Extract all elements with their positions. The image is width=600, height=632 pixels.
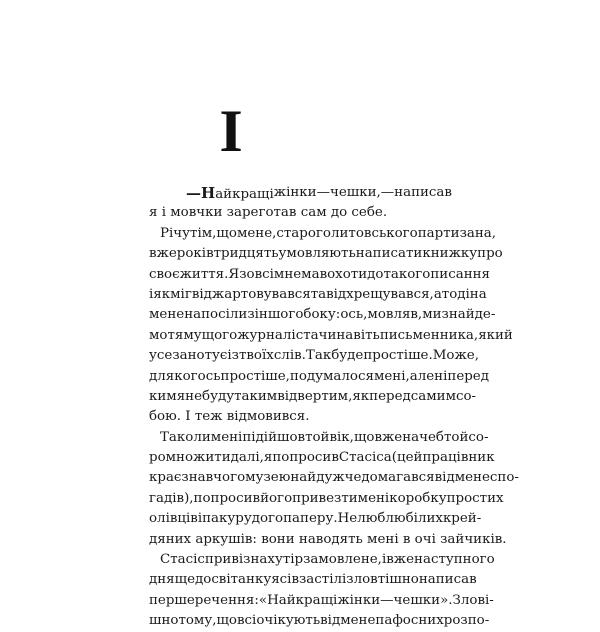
body-text	[149, 183, 519, 632]
word: мовляв,	[367, 307, 423, 323]
word: відхрещувався,	[326, 286, 434, 302]
word: ромно	[149, 450, 194, 466]
text-line	[149, 428, 489, 448]
text-line	[149, 183, 452, 203]
word: до	[367, 266, 384, 282]
word: рудого	[235, 511, 284, 527]
word: той	[305, 429, 330, 445]
word: ось,	[340, 307, 368, 323]
word: очікують	[256, 613, 321, 629]
word: жінки	[273, 185, 317, 200]
word: тому,	[178, 613, 217, 629]
word: Так	[305, 348, 332, 364]
word: що	[353, 429, 375, 445]
word: простіше.	[363, 348, 433, 364]
word: привіз	[204, 552, 251, 568]
word: когось	[174, 368, 221, 384]
word: спо-	[489, 470, 519, 486]
text-line	[149, 468, 519, 488]
word: буду	[202, 388, 235, 404]
word: умовляють	[278, 246, 356, 262]
word: такого	[383, 266, 431, 282]
word: Стасіса	[338, 450, 392, 466]
word: коли	[176, 429, 211, 445]
word: музею	[245, 470, 291, 486]
text-line	[149, 265, 490, 285]
word: партизана,	[417, 225, 497, 241]
word: на	[469, 286, 487, 302]
word: вже	[386, 552, 415, 568]
word: мені	[210, 429, 243, 445]
word: охоти	[327, 266, 368, 282]
word: со-	[456, 388, 477, 404]
word: написати	[355, 246, 423, 262]
word: не	[185, 388, 203, 404]
word: його	[260, 490, 293, 506]
word: знайде-	[441, 307, 496, 323]
word: як	[153, 286, 171, 302]
word: чешки,	[329, 185, 381, 200]
word: мене	[149, 307, 185, 323]
word: мав	[301, 266, 328, 282]
text-line	[149, 285, 487, 305]
word: що	[216, 225, 237, 241]
text-line	[149, 367, 489, 387]
text-line	[149, 244, 503, 264]
word: й	[459, 429, 469, 445]
word: —	[380, 185, 395, 200]
word: іншого	[254, 307, 304, 323]
word: я	[271, 572, 280, 588]
word: ким	[149, 388, 177, 404]
word: життя.	[179, 266, 229, 282]
word: і	[341, 572, 347, 588]
word: з	[247, 307, 255, 323]
word: буде	[331, 348, 364, 364]
word: вік,	[329, 429, 354, 445]
word: простих	[446, 490, 504, 506]
word: гадів),	[149, 490, 194, 506]
word: від	[434, 470, 455, 486]
text-line	[149, 346, 479, 366]
word: я	[176, 388, 186, 404]
word: попросив	[272, 450, 339, 466]
word: паперу.	[283, 511, 338, 527]
word: я	[263, 450, 273, 466]
word: олівців	[149, 511, 198, 527]
word: найдужче	[290, 470, 362, 486]
text-line	[149, 224, 497, 244]
word: всі	[236, 613, 257, 629]
word: занотує	[172, 348, 228, 364]
word: письменника,	[379, 327, 479, 343]
word: написав	[394, 185, 452, 200]
text-line	[149, 407, 449, 427]
text-line	[149, 570, 477, 590]
word: —	[380, 592, 394, 608]
text-line	[149, 591, 494, 611]
text-line	[149, 611, 490, 631]
word: ще	[174, 572, 195, 588]
word: пафосних	[375, 613, 444, 629]
text-line	[149, 448, 495, 468]
word: жінки	[337, 592, 381, 608]
dropcap-word: —Найкращі	[186, 184, 274, 202]
word: далі,	[230, 450, 264, 466]
text-line	[149, 530, 507, 550]
text-line	[149, 387, 477, 407]
word: написав	[418, 572, 477, 588]
word: що	[216, 613, 237, 629]
word: коробку	[389, 490, 447, 506]
word: —	[316, 185, 330, 200]
word: підійшов	[242, 429, 306, 445]
word: перед	[447, 368, 489, 384]
word: зловтішно	[346, 572, 419, 588]
word: привезти	[292, 490, 358, 506]
word: зовсім	[239, 266, 285, 282]
word: слів.	[273, 348, 306, 364]
word: мене	[454, 470, 490, 486]
word: начебто	[402, 429, 460, 445]
word: тридцять	[213, 246, 279, 262]
word: відвертим,	[277, 388, 353, 404]
word: віджартовувався	[191, 286, 311, 302]
word: попросив	[193, 490, 261, 506]
word: Злові-	[452, 592, 494, 608]
word: до	[195, 572, 212, 588]
text-line	[149, 550, 495, 570]
word: со-	[468, 429, 489, 445]
word: для	[149, 368, 175, 384]
word: простіше,	[220, 368, 290, 384]
line-text: бою. І теж відмовився.	[149, 409, 310, 425]
word: дня	[149, 572, 175, 588]
word: ні	[434, 368, 448, 384]
word: наступного	[414, 552, 495, 568]
word: стіл	[314, 572, 342, 588]
word: домагався	[361, 470, 435, 486]
word: таким	[234, 388, 278, 404]
word: за	[298, 572, 315, 588]
word: мені	[357, 490, 390, 506]
word: років	[176, 246, 214, 262]
word: як	[352, 388, 370, 404]
word: не	[284, 266, 302, 282]
word: тім,	[190, 225, 217, 241]
word: навіть	[336, 327, 380, 343]
word: писання	[430, 266, 490, 282]
word: вже	[149, 246, 177, 262]
word: Стасіс	[160, 552, 205, 568]
word: самим	[410, 388, 456, 404]
word: перше	[149, 592, 195, 608]
word: усе	[149, 348, 173, 364]
word: і	[197, 511, 203, 527]
word: білих	[405, 511, 443, 527]
word: речення:	[194, 592, 259, 608]
word: та	[310, 286, 327, 302]
word: який	[478, 327, 513, 343]
word: люблю	[357, 511, 406, 527]
word: у	[182, 225, 191, 241]
word: журналіста	[237, 327, 319, 343]
word: подумалося	[289, 368, 374, 384]
word: краєзнавчого	[149, 470, 246, 486]
word: від	[320, 613, 341, 629]
line-text: я і мовчки зареготав сам до себе.	[149, 205, 388, 221]
word: із	[227, 348, 239, 364]
word: замовлене,	[303, 552, 382, 568]
word: паку	[202, 511, 236, 527]
word: на	[250, 552, 268, 568]
text-line	[149, 305, 496, 325]
word: розпо-	[443, 613, 490, 629]
text-line	[149, 326, 513, 346]
word: старого	[276, 225, 331, 241]
word: твоїх	[238, 348, 274, 364]
word: мо	[149, 327, 168, 343]
word: працівник	[422, 450, 495, 466]
word: крей-	[442, 511, 482, 527]
word: чешки».	[393, 592, 453, 608]
word: тямущого	[167, 327, 238, 343]
word: вже	[374, 429, 403, 445]
word: чи	[318, 327, 337, 343]
word: і	[149, 286, 154, 302]
word: світанку	[211, 572, 272, 588]
word: міг	[170, 286, 192, 302]
word: про	[477, 246, 503, 262]
line-text: дяних аркушів: вони наводять мені в очі зайчиків.	[149, 531, 507, 547]
text-line	[149, 509, 482, 529]
word: Може,	[432, 348, 479, 364]
word: Я	[228, 266, 240, 282]
word: але	[409, 368, 435, 384]
word: мені,	[373, 368, 410, 384]
word: а	[433, 286, 442, 302]
word: мене	[340, 613, 376, 629]
word: хутір	[267, 552, 304, 568]
word: своє	[149, 266, 180, 282]
dropcap-letter: —Н	[186, 184, 216, 202]
word: Не	[337, 511, 358, 527]
word: Річ	[160, 225, 183, 241]
word: книжку	[422, 246, 478, 262]
word: жити	[193, 450, 231, 466]
word: литовського	[331, 225, 418, 241]
word: перед	[369, 388, 411, 404]
word: сів	[279, 572, 299, 588]
word: тоді	[441, 286, 470, 302]
word: напосіли	[184, 307, 248, 323]
word: ми	[422, 307, 442, 323]
word: боку:	[303, 307, 341, 323]
word: і	[381, 552, 387, 568]
chapter-numeral: I	[219, 98, 243, 164]
word: «Найкращі	[258, 592, 338, 608]
word: шно	[149, 613, 179, 629]
word: Та	[160, 429, 177, 445]
text-line	[149, 489, 504, 509]
word: мене,	[236, 225, 277, 241]
word: (цей	[391, 450, 423, 466]
text-line	[149, 203, 449, 223]
